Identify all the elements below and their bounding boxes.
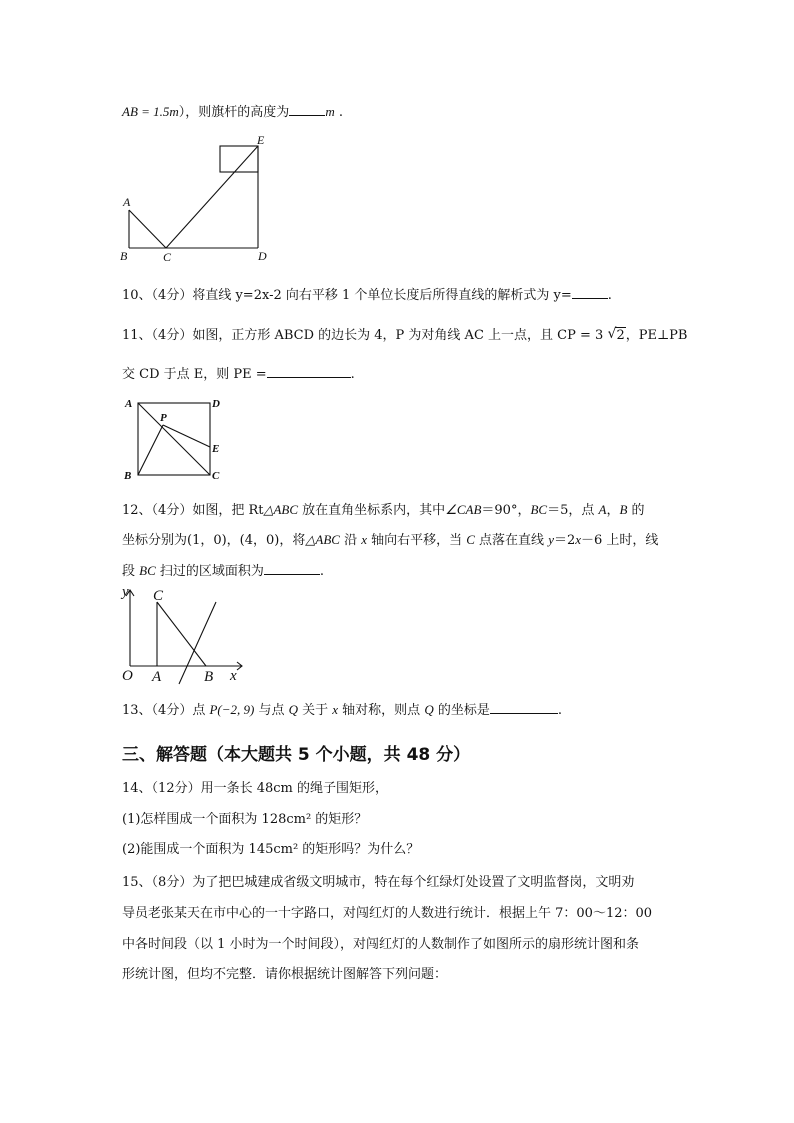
segment-ce xyxy=(166,146,258,248)
q10-answer-blank[interactable] xyxy=(572,286,608,299)
q14-sub1: (1)怎样围成一个面积为 128cm² 的矩形？ xyxy=(122,812,368,827)
label-e: E xyxy=(212,443,220,455)
label-a: A xyxy=(152,669,162,685)
label-x: x xyxy=(230,668,237,684)
q14-number: 14、（12分） xyxy=(122,781,201,796)
label-c: C xyxy=(163,250,172,264)
label-p: P xyxy=(160,412,167,424)
segment-pe xyxy=(163,425,210,447)
q15-line2: 导员老张某天在市中心的一十字路口，对闯红灯的人数进行统计．根据上午 7：00～12：00 xyxy=(122,906,653,921)
label-d: D xyxy=(258,249,267,263)
q15-number: 15、（8分） xyxy=(122,875,193,890)
label-c: C xyxy=(212,470,220,482)
q9-flagpole-figure xyxy=(112,130,282,265)
q11-square-figure xyxy=(118,395,230,485)
q11-answer-blank[interactable] xyxy=(267,365,351,378)
q13: 13、（4分）点 P(−2, 9) 与点 Q 关于 x 轴对称，则点 Q 的坐标是 . xyxy=(122,702,562,718)
q14-sub2: (2)能围成一个面积为 145cm² 的矩形吗？为什么？ xyxy=(122,842,420,857)
q15-line3: 中各时间段（以 1 小时为一个时间段），对闯红灯的人数制作了如图所示的扇形统计图和条 xyxy=(122,937,640,952)
q9-math: AB = 1.5m xyxy=(122,104,179,119)
segment-pb xyxy=(138,425,163,475)
label-a: A xyxy=(125,398,133,410)
q12-line3: 段 BC 扫过的区域面积为 . xyxy=(122,563,325,579)
label-b: B xyxy=(124,470,132,482)
q10: 10、（4分）将直线 y=2x-2 向右平移 1 个单位长度后所得直线的解析式为 y= . xyxy=(122,288,612,303)
label-d: D xyxy=(212,398,220,410)
flag xyxy=(220,146,258,172)
q12-number: 12、（4分） xyxy=(122,503,193,518)
label-c: C xyxy=(153,588,164,604)
label-y: y xyxy=(122,584,129,600)
label-b: B xyxy=(204,669,214,685)
q11-line1: 11、（4分）如图，正方形 ABCD 的边长为 4，P 为对角线 AC 上一点，且 CP = 3 √ 2，PE⊥PB xyxy=(122,326,688,343)
diagonal-ac xyxy=(138,403,210,475)
section-title: 三、解答题（本大题共 5 个小题，共 48 分） xyxy=(122,745,471,765)
q9-answer-blank[interactable] xyxy=(289,103,325,116)
label-e: E xyxy=(257,133,265,147)
q11-number: 11、（4分） xyxy=(122,328,193,343)
q9-text: AB = 1.5m），则旗杆的高度为 m . xyxy=(122,104,343,120)
q12-line1: 12、（4分）如图，把 Rt△ABC 放在直角坐标系内，其中∠CAB＝90°，BC＝5，点 A，B 的 xyxy=(122,502,645,518)
sqrt-symbol: √ 2 xyxy=(607,326,625,343)
label-o: O xyxy=(122,668,133,684)
label-b: B xyxy=(120,249,128,263)
q11-line2: 交 CD 于点 E，则 PE = . xyxy=(122,367,355,382)
q13-number: 13、（4分） xyxy=(122,703,193,718)
q15-line1: 15、（8分）为了把巴城建成省级文明城市，特在每个红绿灯处设置了文明监督岗，文明劝 xyxy=(122,875,635,890)
q14: 14、（12分）用一条长 48cm 的绳子围矩形， xyxy=(122,781,389,796)
label-a: A xyxy=(123,195,131,209)
q12-coordinate-figure xyxy=(112,580,252,688)
q10-number: 10、（4分） xyxy=(122,288,193,303)
q13-answer-blank[interactable] xyxy=(490,701,558,714)
q12-answer-blank[interactable] xyxy=(264,562,320,575)
q15-line4: 形统计图，但均不完整．请你根据统计图解答下列问题： xyxy=(122,967,448,982)
segment-ac xyxy=(129,210,166,248)
q12-line2: 坐标分别为(1，0)，(4，0)，将△ABC 沿 x 轴向右平移，当 C 点落在直线 y＝2x－6 上时，线 xyxy=(122,532,659,548)
segment-cb xyxy=(157,602,206,666)
